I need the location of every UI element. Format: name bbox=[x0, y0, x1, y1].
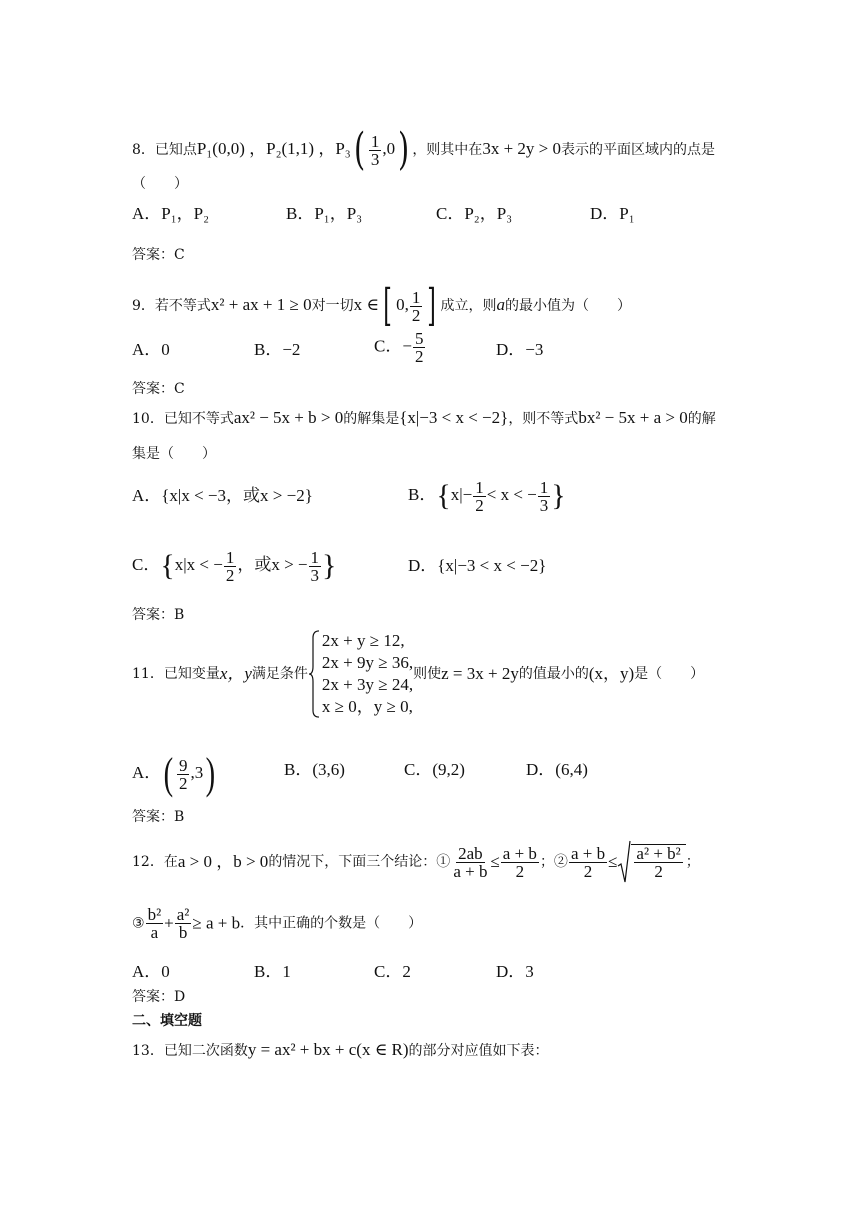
q11-opta-num: 9 bbox=[178, 755, 188, 775]
q8-option-b: B．P₁，P₃ bbox=[286, 204, 363, 223]
q9-stem bbox=[132, 280, 632, 331]
q12-c2r-den: 2 bbox=[654, 862, 663, 881]
q9-option-b: B．−2 bbox=[254, 340, 301, 359]
q9-option-c bbox=[374, 330, 426, 365]
q9-x-in: x ∈ bbox=[353, 295, 379, 314]
q12-text-c: ．其中正确的个数是（ ） bbox=[240, 915, 423, 932]
q8-inequality: 3x + 2y > 0 bbox=[482, 139, 561, 158]
q10-optb-mid: < x < − bbox=[486, 484, 537, 504]
q11-answer: 答案：B bbox=[132, 809, 185, 825]
q9-optc-num: 5 bbox=[414, 329, 424, 348]
q12-le-1: ≤ bbox=[490, 852, 500, 871]
q8-option-c: C．P₂，P₃ bbox=[436, 204, 513, 223]
q12-c2r-num: a² + b² bbox=[636, 844, 681, 863]
q9-text-b: 对一切 bbox=[311, 298, 354, 314]
q11-opta-lparen: ( bbox=[163, 749, 174, 798]
q12-answer: 答案：D bbox=[132, 989, 186, 1005]
q11-xy: (x，y) bbox=[588, 664, 635, 683]
q8-paren: （ ） bbox=[132, 176, 188, 192]
q11-text-b: 满足条件 bbox=[251, 666, 308, 682]
section-heading: 二、填空题 bbox=[132, 1013, 202, 1029]
q10-optc-n1b: 1 bbox=[310, 547, 320, 567]
q8-p3-den: 3 bbox=[370, 149, 380, 169]
q8-answer: 答案：C bbox=[132, 247, 185, 263]
q12-c1-den: a + b bbox=[453, 861, 488, 881]
q11-opta-den: 2 bbox=[178, 773, 188, 793]
q10-line2: 集是（ ） bbox=[132, 446, 216, 462]
q10-optc-frac1 bbox=[224, 549, 237, 584]
q10-option-c bbox=[132, 544, 336, 588]
q10-optc-n1: 1 bbox=[225, 547, 235, 567]
q9-option-d: D．−3 bbox=[496, 340, 544, 359]
q8-rparen: ) bbox=[398, 124, 410, 175]
q12-c3-n2: a² bbox=[176, 905, 190, 924]
q8-p3-tail: ,0 bbox=[382, 139, 396, 158]
q13-text-b: 的部分对应值如下表： bbox=[408, 1043, 549, 1059]
q11-cond-3: 2x + 3y ≥ 24, bbox=[321, 675, 414, 694]
q11-text-c: 则使 bbox=[413, 666, 442, 682]
q10-optb-d3: 3 bbox=[539, 495, 549, 515]
q8-p3-fraction bbox=[369, 133, 382, 168]
q12-le-2: ≤ bbox=[608, 852, 618, 871]
q10-optb-pre: x|− bbox=[450, 484, 473, 504]
q10-optc-lbrace: { bbox=[160, 549, 175, 582]
q10-optb-lbrace: { bbox=[436, 479, 451, 512]
sqrt-icon bbox=[617, 840, 631, 884]
q12-plus: + bbox=[164, 913, 174, 933]
q11-option-d: D．(6,4) bbox=[526, 760, 588, 779]
q11-vars: x，y bbox=[219, 664, 252, 683]
q12-c3-d1: a bbox=[150, 923, 159, 942]
q10-optb-d2: 2 bbox=[475, 495, 484, 515]
q11-objective: z = 3x + 2y bbox=[441, 664, 519, 683]
q10-optc-label: C． bbox=[132, 554, 161, 574]
q9-interval-fraction bbox=[410, 289, 423, 324]
q8-option-a: A．P₁，P₂ bbox=[132, 204, 210, 223]
q12-condition: a > 0 ，b > 0 bbox=[177, 852, 269, 871]
q10-stem bbox=[132, 408, 716, 429]
q12-option-a: A．0 bbox=[132, 962, 170, 981]
q11-text-a: 11．已知变量 bbox=[132, 666, 220, 682]
q9-lbracket: [ bbox=[383, 280, 392, 331]
q12-semi: ； bbox=[685, 854, 700, 870]
q8-points: P₁(0,0) ，P₂(1,1) ，P₃ bbox=[196, 139, 351, 158]
q9-text-d: 的最小值为（ ） bbox=[505, 298, 632, 314]
q12-c2-den: 2 bbox=[583, 861, 593, 881]
q10-option-d: D．{x|−3 < x < −2} bbox=[408, 556, 547, 575]
q12-c3-lead: ③ bbox=[132, 915, 145, 932]
q9-interval-a: 0, bbox=[396, 295, 409, 314]
q12-option-d: D．3 bbox=[496, 962, 534, 981]
q10-optc-pre: x|x < − bbox=[174, 554, 223, 574]
q9-int-den: 2 bbox=[411, 305, 421, 325]
q12-c3-d2: b bbox=[178, 923, 188, 942]
q8-p3-num: 1 bbox=[370, 131, 380, 151]
q8-text-a: 8．已知点 bbox=[132, 142, 197, 158]
q12-sep: ；② bbox=[539, 854, 568, 870]
q11-opta-rparen: ) bbox=[205, 749, 216, 798]
q10-answer: 答案：B bbox=[132, 607, 185, 623]
q11-option-c: C．(9,2) bbox=[404, 760, 465, 779]
q10-optc-d2: 2 bbox=[225, 565, 235, 585]
q10-option-b bbox=[408, 474, 566, 518]
q12-c1-num: 2ab bbox=[458, 843, 483, 863]
q11-constraint-system bbox=[308, 630, 413, 718]
q12-option-c: C．2 bbox=[374, 962, 411, 981]
q12-line2 bbox=[132, 906, 422, 941]
q11-cond-4: x ≥ 0，y ≥ 0, bbox=[321, 697, 413, 716]
q12-c1-right bbox=[501, 845, 539, 880]
q10-optc-rbrace: } bbox=[322, 549, 337, 582]
q10-option-a: A．{x|x < −3，或x > −2} bbox=[132, 486, 313, 505]
q11-option-b: B．(3,6) bbox=[284, 760, 345, 779]
q12-text-a: 12．在 bbox=[132, 854, 178, 870]
q11-cond-1: 2x + y ≥ 12, bbox=[321, 631, 405, 650]
q9-int-num: 1 bbox=[411, 287, 421, 307]
q8-stem bbox=[132, 124, 715, 175]
q12-c3-frac2 bbox=[175, 906, 192, 941]
q11-stem bbox=[132, 630, 704, 718]
q11-opta-fraction bbox=[177, 757, 190, 792]
q13-text-a: 13．已知二次函数 bbox=[132, 1043, 248, 1059]
q10-inequality-1: ax² − 5x + b > 0 bbox=[233, 408, 344, 427]
q12-c1r-den: 2 bbox=[515, 861, 525, 881]
q12-option-b: B．1 bbox=[254, 962, 291, 981]
q9-option-c-label: C．− bbox=[374, 336, 412, 356]
q11-text-d: 的值最小的 bbox=[518, 666, 589, 682]
q11-opta-tail: ,3 bbox=[190, 762, 204, 782]
q10-optc-frac2 bbox=[309, 549, 322, 584]
q13-function: y = ax² + bx + c(x ∈ R) bbox=[247, 1040, 409, 1059]
q10-optb-frac2 bbox=[538, 479, 551, 514]
q9-option-c-fraction bbox=[413, 330, 426, 365]
q10-optc-mid: ，或x > − bbox=[237, 554, 308, 574]
q10-text-a: 10．已知不等式 bbox=[132, 411, 234, 427]
q9-inequality: x² + ax + 1 ≥ 0 bbox=[210, 295, 312, 314]
q8-option-d: D．P₁ bbox=[590, 204, 635, 223]
q8-text-b: ，则其中在 bbox=[412, 142, 483, 158]
q10-optc-d3: 3 bbox=[310, 565, 320, 585]
q11-option-a bbox=[132, 749, 218, 798]
q11-opta-label: A． bbox=[132, 762, 162, 782]
q11-cond-2: 2x + 9y ≥ 36, bbox=[321, 653, 414, 672]
q10-inequality-2: bx² − 5x + a > 0 bbox=[578, 408, 688, 427]
q12-stem bbox=[132, 840, 700, 884]
q12-c3-frac1 bbox=[146, 906, 164, 941]
q9-rbracket: ] bbox=[427, 280, 437, 331]
q13-stem bbox=[132, 1040, 549, 1061]
q8-lparen: ( bbox=[353, 124, 365, 175]
q9-option-a: A．0 bbox=[132, 340, 170, 359]
q10-solution-set: {x|−3 < x < −2} bbox=[399, 408, 509, 427]
q9-optc-den: 2 bbox=[414, 347, 424, 366]
q10-optb-n1: 1 bbox=[475, 477, 484, 497]
q10-text-b: 的解集是 bbox=[343, 411, 400, 427]
q12-c2-left bbox=[569, 845, 607, 880]
q9-text-c: 成立，则 bbox=[440, 298, 497, 314]
q10-optb-label: B． bbox=[408, 484, 437, 504]
q10-optb-frac1 bbox=[473, 479, 486, 514]
q10-optb-n1b: 1 bbox=[539, 477, 549, 497]
q9-text-a: 9．若不等式 bbox=[132, 298, 211, 314]
q9-var-a: a bbox=[496, 295, 506, 314]
q12-c3-tail: ≥ a + b bbox=[192, 913, 241, 933]
q12-c2-num: a + b bbox=[570, 843, 606, 863]
q10-optb-rbrace: } bbox=[551, 479, 566, 512]
q11-brace-icon bbox=[308, 630, 320, 718]
q11-text-e: 是（ ） bbox=[634, 666, 705, 682]
q10-text-d: 的解 bbox=[687, 411, 716, 427]
q12-text-b: 的情况下，下面三个结论：① bbox=[268, 854, 451, 870]
q12-c1r-num: a + b bbox=[502, 843, 537, 863]
q9-answer: 答案：C bbox=[132, 381, 185, 397]
q10-text-c: ，则不等式 bbox=[508, 411, 579, 427]
q12-sqrt bbox=[617, 840, 685, 884]
q12-c1-left bbox=[451, 845, 489, 880]
q8-text-c: 表示的平面区域内的点是 bbox=[561, 142, 715, 158]
q12-c3-n1: b² bbox=[147, 905, 162, 924]
